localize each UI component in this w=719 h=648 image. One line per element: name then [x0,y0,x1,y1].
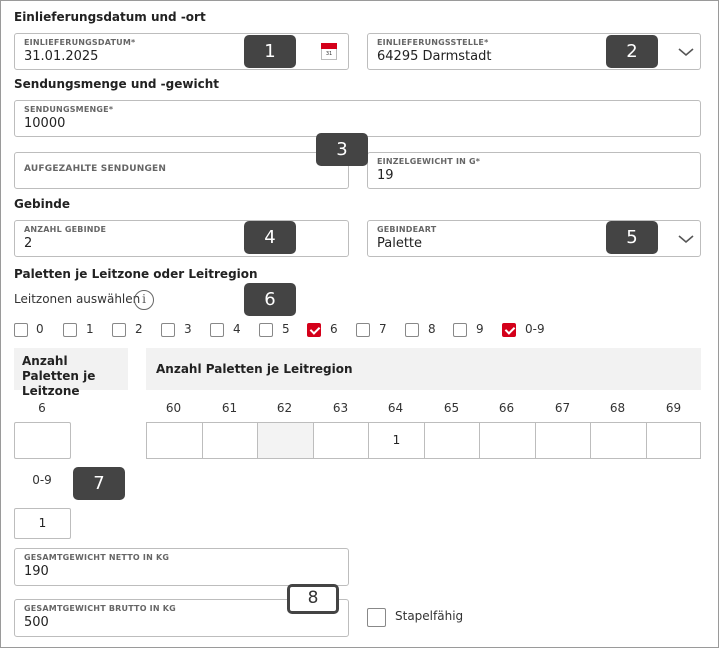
zone-checkbox-label: 5 [282,322,290,336]
region-64-input[interactable]: 1 [368,422,425,459]
region-label: 61 [221,401,238,415]
counted-shipments-field[interactable] [14,152,349,189]
annotation-badge-3: 3 [316,133,368,166]
section-title-pallets: Paletten je Leitzone oder Leitregion [14,267,258,281]
info-icon[interactable]: i [134,290,154,310]
zone-checkbox-label: 0 [36,322,44,336]
chevron-down-icon[interactable] [677,46,695,58]
unit-weight-value: 19 [377,168,394,183]
zone-checkbox-label: 0-9 [525,322,545,336]
delivery-location-label: EINLIEFERUNGSSTELLE* [377,38,489,47]
annotation-badge-6: 6 [244,283,296,316]
zone-checkbox-label: 7 [379,322,387,336]
zone-checkbox-5[interactable] [259,323,273,337]
zone-checkbox-label: 4 [233,322,241,336]
counted-shipments-label: AUFGEZAHLTE SENDUNGEN [24,164,167,174]
zone-checkbox-label: 2 [135,322,143,336]
region-62-input [257,422,314,459]
container-count-label: ANZAHL GEBINDE [24,225,107,234]
zone-checkbox-0[interactable] [14,323,28,337]
annotation-badge-4: 4 [244,221,296,254]
zone-checkbox-label: 6 [330,322,338,336]
zone-checkbox-label: 1 [86,322,94,336]
region-label: 60 [165,401,182,415]
zone-checkbox-9[interactable] [453,323,467,337]
annotation-badge-2: 2 [606,35,658,68]
chevron-down-icon[interactable] [677,233,695,245]
region-label: 66 [498,401,515,415]
stackable-checkbox[interactable] [367,608,386,627]
zone-checkbox-label: 8 [428,322,436,336]
net-weight-value: 190 [24,564,49,579]
calendar-icon-day: 31 [325,51,333,57]
delivery-date-field[interactable] [14,33,349,70]
region-label: 69 [665,401,682,415]
shipment-quantity-value: 10000 [24,116,66,131]
annotation-badge-5: 5 [606,221,658,254]
delivery-date-value: 31.01.2025 [24,49,99,64]
zone-table-header: Anzahl Paletten je Leitzone [14,348,128,390]
section-title-quantity: Sendungsmenge und -gewicht [14,77,219,91]
zone-6-pallet-input[interactable] [14,422,71,459]
select-zones-label: Leitzonen auswählen [14,292,141,306]
zone-checkbox-1[interactable] [63,323,77,337]
delivery-location-value: 64295 Darmstadt [377,49,492,64]
region-label: 62 [276,401,293,415]
shipment-quantity-label: SENDUNGSMENGE* [24,105,114,114]
zone-checkbox-label: 3 [184,322,192,336]
zone-6-label: 6 [38,401,46,415]
zone-checkbox-8[interactable] [405,323,419,337]
zone-0-9-label: 0-9 [32,473,52,487]
container-type-value: Palette [377,236,423,251]
region-label: 68 [609,401,626,415]
delivery-date-label: EINLIEFERUNGSDATUM* [24,38,136,47]
region-label: 65 [443,401,460,415]
annotation-badge-7: 7 [73,467,125,500]
unit-weight-label: EINZELGEWICHT IN G* [377,157,481,166]
zone-checkbox-7[interactable] [356,323,370,337]
zone-checkbox-0-9[interactable] [502,323,516,337]
section-title-containers: Gebinde [14,197,70,211]
unit-weight-field[interactable] [367,152,701,189]
zone-checkbox-2[interactable] [112,323,126,337]
section-title-delivery: Einlieferungsdatum und -ort [14,10,206,24]
region-66-input[interactable] [479,422,536,459]
annotation-badge-1: 1 [244,35,296,68]
gross-weight-value: 500 [24,615,49,630]
region-61-input[interactable] [202,422,258,459]
net-weight-field[interactable] [14,548,349,586]
net-weight-label: GESAMTGEWICHT NETTO IN KG [24,553,170,562]
region-67-input[interactable] [535,422,591,459]
zone-0-9-pallet-input[interactable]: 1 [14,508,71,539]
zone-checkbox-label: 9 [476,322,484,336]
region-label: 63 [332,401,349,415]
zone-checkbox-3[interactable] [161,323,175,337]
stackable-label: Stapelfähig [395,609,464,623]
zone-checkbox-4[interactable] [210,323,224,337]
calendar-icon[interactable] [321,43,337,60]
container-count-value: 2 [24,236,33,251]
region-68-input[interactable] [590,422,647,459]
shipment-quantity-field[interactable] [14,100,701,137]
container-type-label: GEBINDEART [377,225,437,234]
region-63-input[interactable] [313,422,369,459]
container-count-field[interactable] [14,220,349,257]
region-label: 67 [554,401,571,415]
region-label: 64 [387,401,404,415]
region-69-input[interactable] [646,422,701,459]
annotation-badge-8: 8 [287,584,339,614]
region-table-header: Anzahl Paletten je Leitregion [146,348,701,390]
zone-checkbox-6[interactable] [307,323,321,337]
gross-weight-label: GESAMTGEWICHT BRUTTO IN KG [24,604,176,613]
region-60-input[interactable] [146,422,203,459]
region-65-input[interactable] [424,422,480,459]
